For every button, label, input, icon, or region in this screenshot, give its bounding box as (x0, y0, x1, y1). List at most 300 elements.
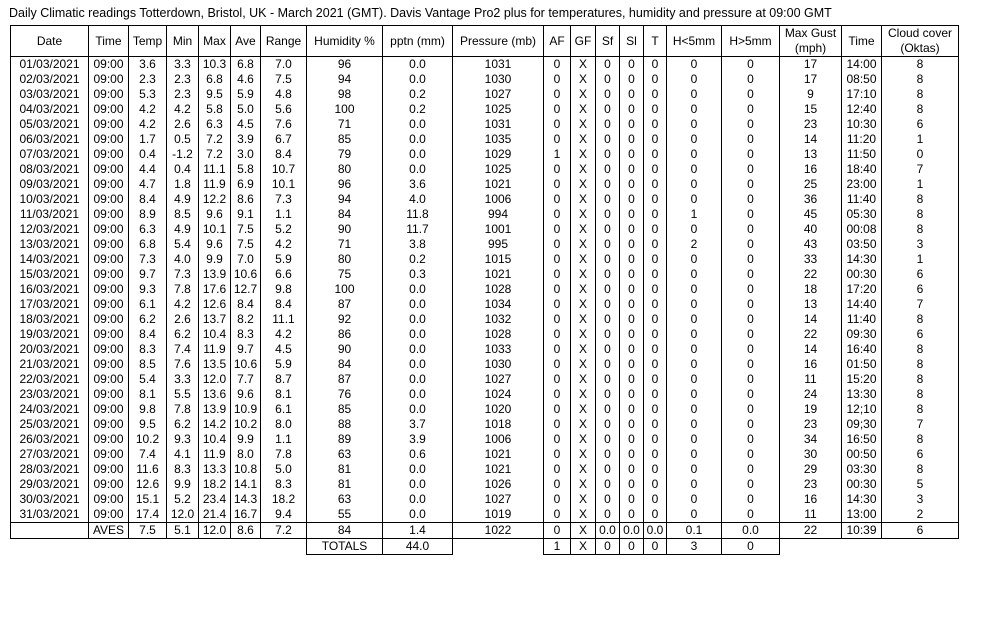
cell-humidity: 96 (307, 177, 383, 192)
cell-t: 0 (644, 132, 667, 147)
cell-temp: 8.1 (129, 387, 167, 402)
aves-gf: X (571, 523, 596, 539)
cell-max: 11.1 (199, 162, 231, 177)
cell-h-gt5: 0 (722, 312, 780, 327)
cell-time: 09:00 (89, 432, 129, 447)
cell-time: 09:00 (89, 177, 129, 192)
cell-gf: X (571, 177, 596, 192)
cell-h-lt5: 0 (667, 327, 722, 342)
cell-h-gt5: 0 (722, 147, 780, 162)
cell-date: 01/03/2021 (11, 57, 89, 73)
cell-date: 08/03/2021 (11, 162, 89, 177)
cell-ave: 8.4 (231, 297, 261, 312)
table-row (11, 432, 959, 447)
cell-max: 5.8 (199, 102, 231, 117)
cell-max: 10.4 (199, 432, 231, 447)
cell-max-gust: 23 (780, 477, 842, 492)
cell-ave: 14.3 (231, 492, 261, 507)
cell-pptn: 0.0 (383, 72, 453, 87)
cell-sl: 0 (620, 252, 644, 267)
cell-min: 5.4 (167, 237, 199, 252)
cell-pressure: 1006 (453, 432, 544, 447)
cell-humidity: 84 (307, 207, 383, 222)
cell-ave: 7.5 (231, 237, 261, 252)
cell-max: 10.3 (199, 57, 231, 73)
cell-sf: 0 (596, 192, 620, 207)
cell-min: 7.8 (167, 282, 199, 297)
cell-gf: X (571, 372, 596, 387)
cell-range: 1.1 (261, 207, 307, 222)
cell-sl: 0 (620, 492, 644, 507)
cell-max-gust: 36 (780, 192, 842, 207)
cell-time: 09:00 (89, 132, 129, 147)
cell-ave: 6.9 (231, 177, 261, 192)
cell-sf: 0 (596, 477, 620, 492)
cell-ave: 5.9 (231, 87, 261, 102)
cell-pressure: 1029 (453, 147, 544, 162)
cell-time: 09:00 (89, 102, 129, 117)
cell-gust-time: 16:40 (842, 342, 882, 357)
cell-h-gt5: 0 (722, 387, 780, 402)
cell-ave: 4.5 (231, 117, 261, 132)
cell-humidity: 81 (307, 462, 383, 477)
cell-max: 10.4 (199, 327, 231, 342)
cell-sf: 0 (596, 267, 620, 282)
col-t: T (644, 26, 667, 57)
cell-max: 10.1 (199, 222, 231, 237)
cell-date: 15/03/2021 (11, 267, 89, 282)
cell-h-gt5: 0 (722, 177, 780, 192)
cell-humidity: 85 (307, 402, 383, 417)
cell-temp: 6.1 (129, 297, 167, 312)
cell-humidity: 71 (307, 237, 383, 252)
cell-cloud-cover: 8 (882, 432, 959, 447)
cell-range: 5.2 (261, 222, 307, 237)
cell-sf: 0 (596, 342, 620, 357)
cell-max: 6.3 (199, 117, 231, 132)
cell-temp: 12.6 (129, 477, 167, 492)
cell-af: 1 (544, 147, 571, 162)
cell-max: 9.9 (199, 252, 231, 267)
cell-ave: 10.9 (231, 402, 261, 417)
cell-t: 0 (644, 117, 667, 132)
cell-min: 7.8 (167, 402, 199, 417)
cell-h-lt5: 0 (667, 72, 722, 87)
cell-gust-time: 15:20 (842, 372, 882, 387)
cell-sl: 0 (620, 177, 644, 192)
cell-range: 6.1 (261, 402, 307, 417)
cell-sl: 0 (620, 267, 644, 282)
table-row (11, 357, 959, 372)
cell-h-lt5: 2 (667, 237, 722, 252)
cell-date: 28/03/2021 (11, 462, 89, 477)
cell-sf: 0 (596, 402, 620, 417)
cell-t: 0 (644, 102, 667, 117)
cell-time: 09:00 (89, 492, 129, 507)
cell-t: 0 (644, 207, 667, 222)
cell-max: 11.9 (199, 447, 231, 462)
cell-pptn: 0.0 (383, 312, 453, 327)
cell-humidity: 84 (307, 357, 383, 372)
cell-h-gt5: 0 (722, 297, 780, 312)
table-row (11, 192, 959, 207)
col-ave: Ave (231, 26, 261, 57)
cell-h-gt5: 0 (722, 207, 780, 222)
cell-h-lt5: 0 (667, 402, 722, 417)
cell-t: 0 (644, 57, 667, 73)
cell-gust-time: 17:20 (842, 282, 882, 297)
table-row (11, 492, 959, 507)
cell-range: 9.8 (261, 282, 307, 297)
cell-t: 0 (644, 342, 667, 357)
cell-sl: 0 (620, 402, 644, 417)
cell-pressure: 1031 (453, 57, 544, 73)
cell-time: 09:00 (89, 477, 129, 492)
cell-cloud-cover: 8 (882, 57, 959, 73)
cell-gust-time: 00:30 (842, 477, 882, 492)
cell-max: 6.8 (199, 72, 231, 87)
cell-af: 0 (544, 462, 571, 477)
cell-ave: 8.6 (231, 192, 261, 207)
cell-min: 7.3 (167, 267, 199, 282)
cell-sl: 0 (620, 357, 644, 372)
cell-t: 0 (644, 267, 667, 282)
cell-cloud-cover: 5 (882, 477, 959, 492)
cell-min: 4.0 (167, 252, 199, 267)
cell-pptn: 0.3 (383, 267, 453, 282)
cell-range: 9.4 (261, 507, 307, 523)
cell-t: 0 (644, 162, 667, 177)
cell-h-gt5: 0 (722, 162, 780, 177)
cell-range: 5.9 (261, 357, 307, 372)
cell-sf: 0 (596, 312, 620, 327)
totals-sf: 0 (596, 539, 620, 555)
cell-sl: 0 (620, 342, 644, 357)
cell-humidity: 63 (307, 492, 383, 507)
cell-pptn: 0.0 (383, 477, 453, 492)
cell-gf: X (571, 57, 596, 73)
cell-gust-time: 03:50 (842, 237, 882, 252)
cell-time: 09:00 (89, 507, 129, 523)
totals-row (11, 539, 959, 555)
cell-date: 23/03/2021 (11, 387, 89, 402)
col-humidity: Humidity % (307, 26, 383, 57)
table-row (11, 132, 959, 147)
cell-ave: 7.5 (231, 222, 261, 237)
aves-af: 0 (544, 523, 571, 539)
cell-ave: 10.6 (231, 267, 261, 282)
table-row (11, 342, 959, 357)
aves-cloud-cover: 6 (882, 523, 959, 539)
cell-t: 0 (644, 237, 667, 252)
cell-pressure: 1034 (453, 297, 544, 312)
cell-temp: 5.4 (129, 372, 167, 387)
cell-sf: 0 (596, 447, 620, 462)
cell-max: 13.6 (199, 387, 231, 402)
cell-pptn: 0.6 (383, 447, 453, 462)
cell-sf: 0 (596, 507, 620, 523)
cell-pptn: 3.7 (383, 417, 453, 432)
cell-pptn: 0.0 (383, 342, 453, 357)
cell-date: 29/03/2021 (11, 477, 89, 492)
cell-gf: X (571, 192, 596, 207)
cell-humidity: 98 (307, 87, 383, 102)
table-row (11, 72, 959, 87)
cell-gf: X (571, 312, 596, 327)
cell-ave: 4.6 (231, 72, 261, 87)
cell-date: 09/03/2021 (11, 177, 89, 192)
cell-temp: 9.7 (129, 267, 167, 282)
cell-gust-time: 11:40 (842, 192, 882, 207)
cell-max-gust: 25 (780, 177, 842, 192)
cell-sf: 0 (596, 432, 620, 447)
table-row (11, 312, 959, 327)
cell-time: 09:00 (89, 327, 129, 342)
cell-gf: X (571, 237, 596, 252)
cell-range: 8.0 (261, 417, 307, 432)
cell-h-lt5: 0 (667, 87, 722, 102)
cell-max-gust: 16 (780, 357, 842, 372)
cell-range: 10.1 (261, 177, 307, 192)
cell-t: 0 (644, 72, 667, 87)
col-gf: GF (571, 26, 596, 57)
cell-date: 22/03/2021 (11, 372, 89, 387)
cloud-cover-label: Cloud cover (887, 26, 953, 40)
cell-cloud-cover: 3 (882, 492, 959, 507)
cell-max: 23.4 (199, 492, 231, 507)
cell-temp: 4.7 (129, 177, 167, 192)
table-row (11, 252, 959, 267)
cell-max-gust: 23 (780, 417, 842, 432)
cell-t: 0 (644, 402, 667, 417)
cell-ave: 9.9 (231, 432, 261, 447)
cell-min: -1.2 (167, 147, 199, 162)
cell-sl: 0 (620, 447, 644, 462)
cell-pressure: 1035 (453, 132, 544, 147)
cell-gf: X (571, 267, 596, 282)
cell-af: 0 (544, 387, 571, 402)
cell-h-gt5: 0 (722, 132, 780, 147)
cell-max-gust: 14 (780, 132, 842, 147)
cell-range: 5.6 (261, 102, 307, 117)
cell-gf: X (571, 492, 596, 507)
cell-sf: 0 (596, 417, 620, 432)
cell-pressure: 1026 (453, 477, 544, 492)
cell-max-gust: 30 (780, 447, 842, 462)
cell-h-gt5: 0 (722, 372, 780, 387)
cell-sl: 0 (620, 282, 644, 297)
cell-pressure: 1021 (453, 462, 544, 477)
cell-pptn: 0.2 (383, 87, 453, 102)
cell-date: 03/03/2021 (11, 87, 89, 102)
aves-max-gust: 22 (780, 523, 842, 539)
cell-time: 09:00 (89, 462, 129, 477)
cell-gf: X (571, 282, 596, 297)
cell-humidity: 90 (307, 342, 383, 357)
col-cloud-cover (882, 26, 959, 57)
cell-date: 27/03/2021 (11, 447, 89, 462)
cell-humidity: 92 (307, 312, 383, 327)
cell-pressure: 1021 (453, 267, 544, 282)
cell-pressure: 1025 (453, 102, 544, 117)
cell-min: 2.3 (167, 72, 199, 87)
cell-max-gust: 14 (780, 312, 842, 327)
cell-cloud-cover: 2 (882, 507, 959, 523)
cell-sf: 0 (596, 252, 620, 267)
cell-gust-time: 14:30 (842, 492, 882, 507)
cell-max-gust: 17 (780, 72, 842, 87)
cell-gf: X (571, 72, 596, 87)
cell-af: 0 (544, 102, 571, 117)
cell-max: 9.5 (199, 87, 231, 102)
cell-date: 26/03/2021 (11, 432, 89, 447)
cell-sf: 0 (596, 57, 620, 73)
cell-humidity: 87 (307, 372, 383, 387)
cell-max-gust: 45 (780, 207, 842, 222)
cell-humidity: 71 (307, 117, 383, 132)
cell-af: 0 (544, 507, 571, 523)
cell-ave: 10.6 (231, 357, 261, 372)
cell-cloud-cover: 8 (882, 87, 959, 102)
cell-ave: 3.0 (231, 147, 261, 162)
cell-min: 8.3 (167, 462, 199, 477)
cell-t: 0 (644, 327, 667, 342)
cell-date: 07/03/2021 (11, 147, 89, 162)
cell-sf: 0 (596, 102, 620, 117)
cell-temp: 7.4 (129, 447, 167, 462)
cell-gust-time: 10:30 (842, 117, 882, 132)
cell-sf: 0 (596, 147, 620, 162)
cell-cloud-cover: 7 (882, 297, 959, 312)
cell-h-gt5: 0 (722, 102, 780, 117)
cell-humidity: 63 (307, 447, 383, 462)
cell-cloud-cover: 8 (882, 372, 959, 387)
cell-sl: 0 (620, 507, 644, 523)
cell-sl: 0 (620, 237, 644, 252)
cell-min: 2.6 (167, 312, 199, 327)
cell-humidity: 85 (307, 132, 383, 147)
cell-af: 0 (544, 342, 571, 357)
totals-sl: 0 (620, 539, 644, 555)
cell-h-gt5: 0 (722, 222, 780, 237)
cell-sl: 0 (620, 132, 644, 147)
col-af: AF (544, 26, 571, 57)
cell-time: 09:00 (89, 162, 129, 177)
cell-h-lt5: 0 (667, 342, 722, 357)
cell-temp: 0.4 (129, 147, 167, 162)
cell-af: 0 (544, 72, 571, 87)
cell-h-lt5: 0 (667, 432, 722, 447)
cell-temp: 2.3 (129, 72, 167, 87)
cell-date: 25/03/2021 (11, 417, 89, 432)
cell-temp: 8.3 (129, 342, 167, 357)
cell-sf: 0 (596, 222, 620, 237)
cell-af: 0 (544, 237, 571, 252)
cell-temp: 8.4 (129, 192, 167, 207)
col-time: Time (89, 26, 129, 57)
cell-t: 0 (644, 417, 667, 432)
cell-humidity: 94 (307, 192, 383, 207)
cell-max: 12.6 (199, 297, 231, 312)
col-range: Range (261, 26, 307, 57)
table-row (11, 177, 959, 192)
cell-date: 19/03/2021 (11, 327, 89, 342)
cell-h-lt5: 0 (667, 132, 722, 147)
cell-ave: 16.7 (231, 507, 261, 523)
cell-time: 09:00 (89, 147, 129, 162)
cell-gust-time: 01:50 (842, 357, 882, 372)
cell-date: 04/03/2021 (11, 102, 89, 117)
cell-pptn: 0.0 (383, 492, 453, 507)
cell-ave: 8.3 (231, 327, 261, 342)
cell-sl: 0 (620, 477, 644, 492)
cell-h-lt5: 0 (667, 162, 722, 177)
cell-t: 0 (644, 147, 667, 162)
cell-time: 09:00 (89, 57, 129, 73)
cell-sf: 0 (596, 387, 620, 402)
cell-af: 0 (544, 402, 571, 417)
cell-h-lt5: 0 (667, 117, 722, 132)
cell-temp: 8.5 (129, 357, 167, 372)
cell-h-lt5: 1 (667, 207, 722, 222)
cell-range: 1.1 (261, 432, 307, 447)
cell-gf: X (571, 297, 596, 312)
cell-sf: 0 (596, 72, 620, 87)
cell-humidity: 76 (307, 387, 383, 402)
cell-range: 11.1 (261, 312, 307, 327)
cell-sl: 0 (620, 147, 644, 162)
col-sl: Sl (620, 26, 644, 57)
cell-min: 0.5 (167, 132, 199, 147)
cell-max-gust: 22 (780, 327, 842, 342)
cell-range: 7.0 (261, 57, 307, 73)
cell-pressure: 1006 (453, 192, 544, 207)
cell-sf: 0 (596, 282, 620, 297)
cell-cloud-cover: 6 (882, 282, 959, 297)
table-row (11, 162, 959, 177)
cell-af: 0 (544, 177, 571, 192)
cell-min: 4.2 (167, 297, 199, 312)
cell-af: 0 (544, 372, 571, 387)
cell-h-lt5: 0 (667, 447, 722, 462)
cell-min: 3.3 (167, 57, 199, 73)
cell-date: 13/03/2021 (11, 237, 89, 252)
cell-cloud-cover: 8 (882, 342, 959, 357)
cell-af: 0 (544, 252, 571, 267)
cell-min: 6.2 (167, 417, 199, 432)
cell-max-gust: 15 (780, 102, 842, 117)
cell-cloud-cover: 8 (882, 72, 959, 87)
cell-sf: 0 (596, 177, 620, 192)
cell-h-gt5: 0 (722, 402, 780, 417)
table-row (11, 462, 959, 477)
cell-cloud-cover: 6 (882, 117, 959, 132)
cell-cloud-cover: 8 (882, 387, 959, 402)
col-temp: Temp (129, 26, 167, 57)
cell-gust-time: 13:00 (842, 507, 882, 523)
cell-temp: 3.6 (129, 57, 167, 73)
cell-gf: X (571, 357, 596, 372)
table-row (11, 282, 959, 297)
cell-temp: 17.4 (129, 507, 167, 523)
table-row (11, 102, 959, 117)
cell-max-gust: 11 (780, 372, 842, 387)
aves-pressure: 1022 (453, 523, 544, 539)
cell-gust-time: 11:40 (842, 312, 882, 327)
cell-sf: 0 (596, 162, 620, 177)
cell-pptn: 3.8 (383, 237, 453, 252)
cell-t: 0 (644, 372, 667, 387)
